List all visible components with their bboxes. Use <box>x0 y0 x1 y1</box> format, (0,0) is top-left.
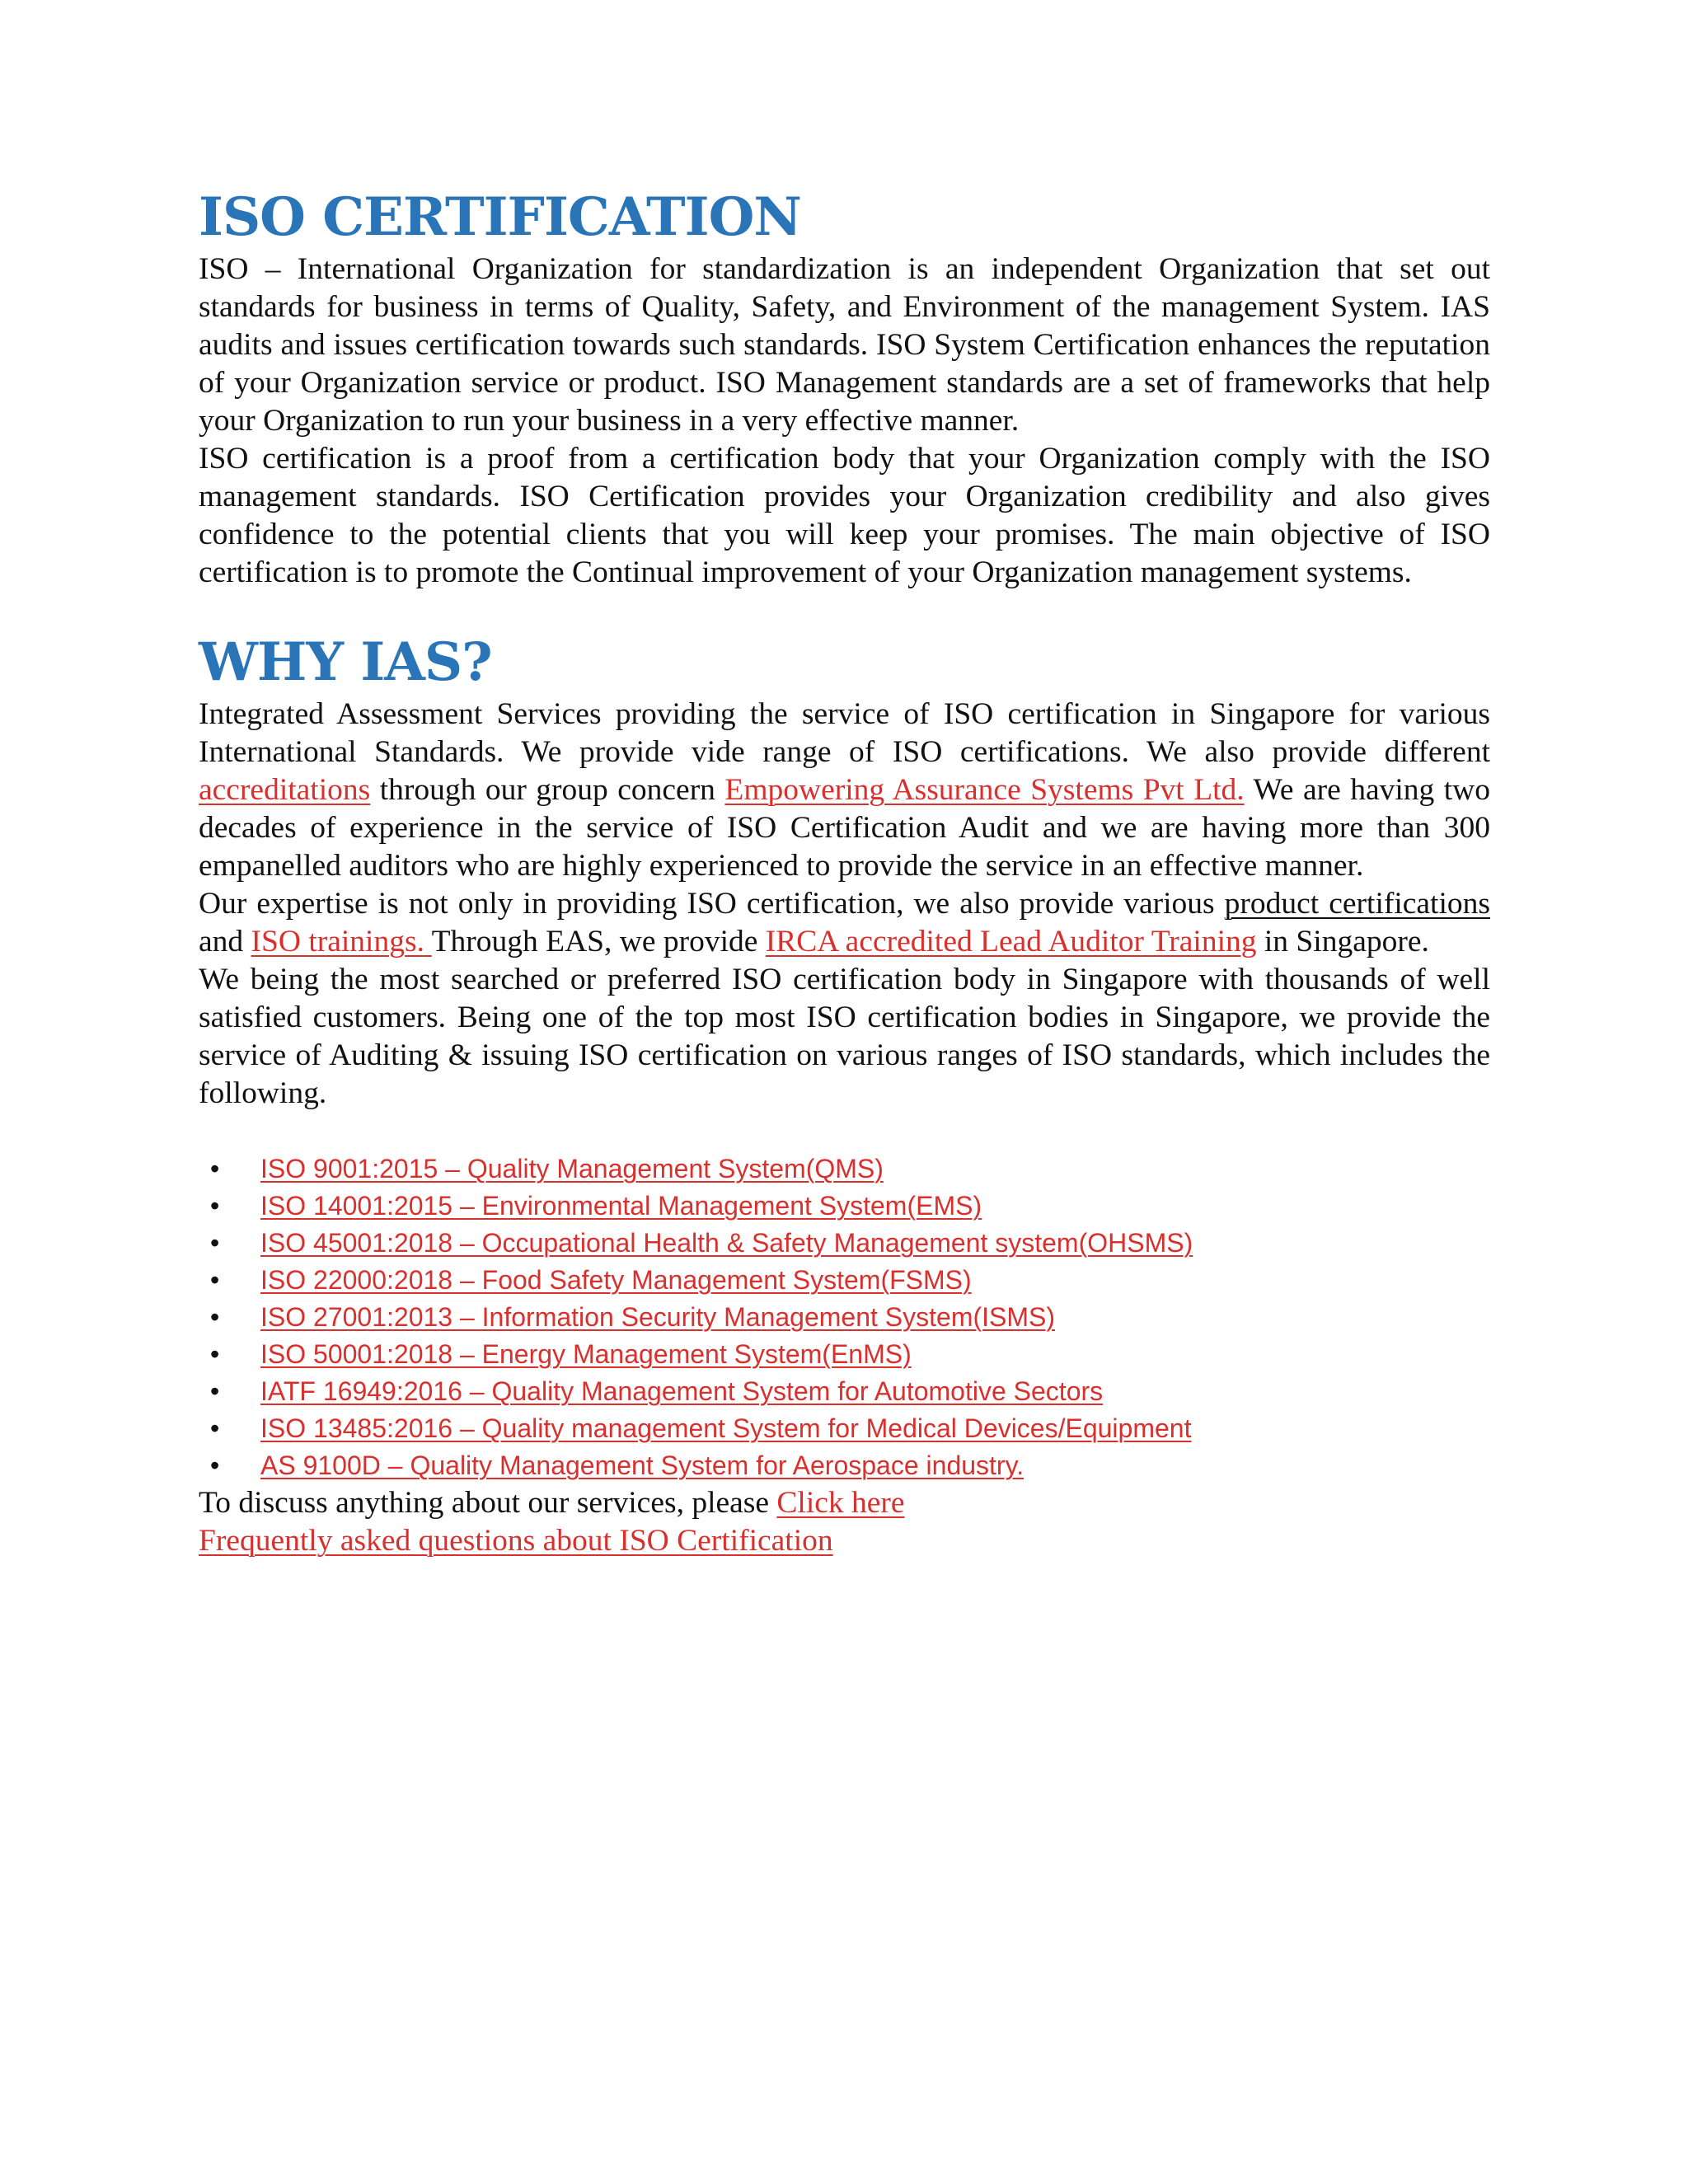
text-segment: in Singapore. <box>1256 925 1429 958</box>
text-segment: and <box>199 925 251 958</box>
standard-link[interactable]: IATF 16949:2016 – Quality Management System for Automotive Sectors <box>260 1376 1104 1406</box>
irca-lead-auditor-link[interactable]: IRCA accredited Lead Auditor Training <box>765 925 1257 958</box>
accreditations-link[interactable]: accreditations <box>199 773 371 807</box>
heading-iso-certification: ISO CERTIFICATION <box>199 186 801 248</box>
intro-paragraph-1: ISO – International Organization for standardization is an independent Organization that set out standards for business in terms of Quality, Safety, and Environment of the management System. IAS audits and issues certification towards such standards. ISO System Certification enhances the reputation of your Organization service or product. ISO Management standards are a set of frameworks that help your Organization to run your business in a very effective manner. <box>199 252 1490 438</box>
contact-line <box>199 1484 1490 1522</box>
standard-link[interactable]: ISO 22000:2018 – Food Safety Management System(FSMS) <box>260 1265 972 1295</box>
intro-paragraph-2: ISO certification is a proof from a certification body that your Organization comply with the ISO management standards. ISO Certification provides your Organization credibility and also gives confidence to the potential clients that you will keep your promises. The main objective of ISO certification is to promote the Continual improvement of your Organization management systems. <box>199 442 1490 589</box>
standard-link[interactable]: ISO 14001:2015 – Environmental Management System(EMS) <box>260 1191 982 1221</box>
why-ias-paragraph-3: We being the most searched or preferred ISO certification body in Singapore with thousands of well satisfied customers. Being one of the top most ISO certification bodies in Singapore, we provide the service of Auditing & issuing ISO certification on various ranges of ISO standards, which includes the following. <box>199 963 1490 1110</box>
document-page <box>199 186 1491 1560</box>
why-ias-paragraph-1 <box>199 696 1490 885</box>
bullet-icon: • <box>210 1451 220 1480</box>
bullet-icon: • <box>210 1339 220 1369</box>
contact-text: To discuss anything about our services, please <box>199 1486 777 1520</box>
bullet-icon: • <box>210 1228 220 1258</box>
iso-trainings-link[interactable]: ISO trainings. <box>251 925 432 958</box>
product-certifications-link[interactable]: product certifications <box>1224 887 1490 921</box>
bullet-icon: • <box>210 1413 220 1443</box>
list-item <box>199 1151 1490 1188</box>
list-item <box>199 1262 1490 1299</box>
faq-link[interactable]: Frequently asked questions about ISO Certification <box>199 1524 833 1558</box>
standard-link[interactable]: ISO 27001:2013 – Information Security Management System(ISMS) <box>260 1302 1056 1332</box>
text-segment: Through EAS, we provide <box>431 925 766 958</box>
bullet-icon: • <box>210 1191 220 1221</box>
standard-link[interactable]: ISO 9001:2015 – Quality Management System(QMS) <box>260 1154 884 1183</box>
text-segment: We are having two decades of experience in the service of ISO Certification Audit and we are having more than 300 empanelled auditors who are highly experienced to provide the service in an effective manner. <box>199 773 1491 883</box>
list-item <box>199 1299 1490 1336</box>
standard-link[interactable]: ISO 13485:2016 – Quality management System for Medical Devices/Equipment <box>260 1413 1192 1443</box>
standards-list <box>199 1151 1490 1484</box>
standard-link[interactable]: ISO 50001:2018 – Energy Management System(EnMS) <box>260 1339 912 1369</box>
standard-link[interactable]: AS 9100D – Quality Management System for Aerospace industry. <box>260 1451 1025 1480</box>
list-item <box>199 1225 1490 1262</box>
bullet-icon: • <box>210 1154 220 1183</box>
text-segment: Our expertise is not only in providing ISO certification, we also provide various <box>199 887 1225 921</box>
bullet-icon: • <box>210 1265 220 1295</box>
why-ias-paragraph-2 <box>199 885 1490 961</box>
heading-why-ias: WHY IAS? <box>199 631 492 693</box>
empowering-assurance-link[interactable]: Empowering Assurance Systems Pvt Ltd. <box>724 773 1245 807</box>
bullet-icon: • <box>210 1376 220 1406</box>
list-item <box>199 1447 1490 1484</box>
standard-link[interactable]: ISO 45001:2018 – Occupational Health & Safety Management system(OHSMS) <box>260 1228 1193 1258</box>
text-segment: Integrated Assessment Services providing the service of ISO certification in Singapore for various International Standards. We provide vide range of ISO certifications. We also provide different <box>199 697 1490 769</box>
list-item <box>199 1336 1490 1373</box>
click-here-link[interactable]: Click here <box>776 1486 905 1520</box>
faq-line <box>199 1522 1490 1560</box>
list-item <box>199 1373 1490 1410</box>
bullet-icon: • <box>210 1302 220 1332</box>
text-segment: through our group concern <box>370 773 725 807</box>
list-item <box>199 1188 1490 1225</box>
list-item <box>199 1410 1490 1447</box>
